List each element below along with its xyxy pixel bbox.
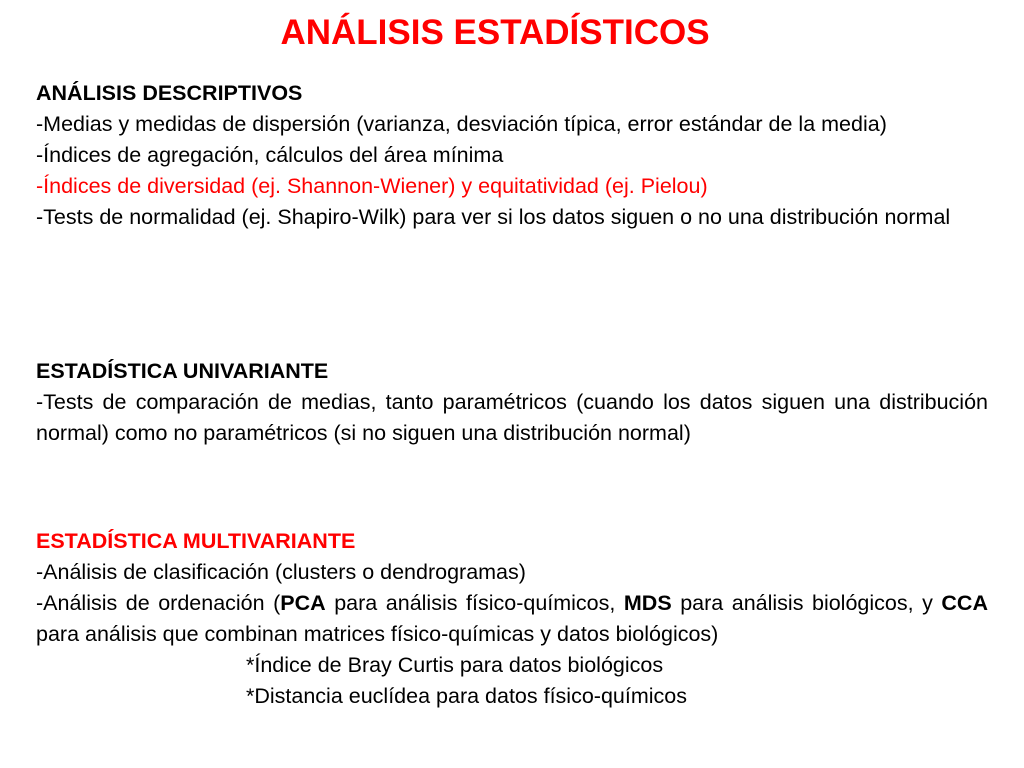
ordenacion-mds: MDS — [623, 591, 672, 615]
note-bray-curtis: *Índice de Bray Curtis para datos biológicos — [246, 653, 664, 677]
list-item: -Tests de comparación de medias, tanto paramétricos (cuando los datos siguen una distribución normal) como no paramétricos (si no siguen una distribución normal) — [36, 390, 988, 445]
section-univariante — [36, 356, 988, 449]
section-multivariante — [36, 526, 988, 712]
ordenacion-text: para análisis físico-químicos, — [325, 591, 624, 615]
list-item: -Tests de normalidad (ej. Shapiro-Wilk) para ver si los datos siguen o no una distribución normal — [36, 205, 951, 229]
list-item: -Medias y medidas de dispersión (varianza, desviación típica, error estándar de la media) — [36, 112, 887, 136]
ordenacion-text: -Análisis de ordenación ( — [36, 591, 281, 615]
note-euclidea: *Distancia euclídea para datos físico-químicos — [246, 684, 687, 708]
heading-multivariante: ESTADÍSTICA MULTIVARIANTE — [36, 529, 356, 553]
heading-descriptivos: ANÁLISIS DESCRIPTIVOS — [36, 81, 303, 105]
ordenacion-text: para análisis biológicos, y — [671, 591, 942, 615]
list-item: -Análisis de clasificación (clusters o dendrogramas) — [36, 560, 526, 584]
slide-title: ANÁLISIS ESTADÍSTICOS — [280, 13, 710, 52]
list-item: -Índices de agregación, cálculos del área mínima — [36, 143, 504, 167]
ordenacion-pca: PCA — [280, 591, 326, 615]
ordenacion-text: para análisis que combinan matrices físico-químicas y datos biológicos) — [36, 622, 719, 646]
section-descriptivos — [36, 78, 988, 233]
heading-univariante: ESTADÍSTICA UNIVARIANTE — [36, 359, 329, 383]
list-item-highlighted: -Índices de diversidad (ej. Shannon-Wiener) y equitatividad (ej. Pielou) — [36, 174, 708, 198]
list-item-ordenacion — [36, 588, 988, 650]
ordenacion-cca: CCA — [941, 591, 988, 615]
